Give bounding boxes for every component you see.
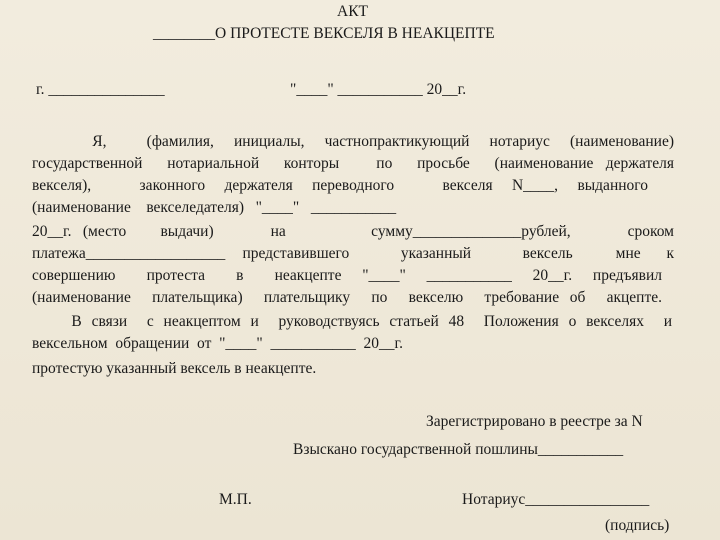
body-line-6: платежа__________________ представившего указанный вексель мне к (32, 245, 674, 262)
body-line-2: государственной нотариальной конторы по просьбе (наименование держателя (32, 155, 674, 172)
body-line-5: 20__г. (место выдачи) на сумму______________рублей, сроком (32, 223, 674, 240)
body-line-7: совершению протеста в неакцепте "____" ___________ 20__г. предъявил (32, 267, 662, 284)
city-line: г. _______________ (36, 81, 165, 98)
notary-line: Нотариус________________ (462, 491, 650, 508)
state-duty-line: Взыскано государственной пошлины___________ (293, 441, 624, 458)
signature-caption: (подпись) (605, 517, 670, 534)
body-line-8: (наименование плательщика) плательщику по векселю требование об акцепте. (32, 289, 662, 306)
seal-place: М.П. (219, 491, 252, 508)
body-line-3: векселя), законного держателя переводного векселя N____, выданного (32, 177, 648, 194)
registered-line: Зарегистрировано в реестре за N (426, 413, 643, 430)
body-line-4: (наименование векселедателя) "____" ___________ (32, 199, 397, 216)
body-line-9: В связи с неакцептом и руководствуясь статьей 48 Положения о векселях и (32, 313, 672, 330)
title-protest: ________О ПРОТЕСТЕ ВЕКСЕЛЯ В НЕАКЦЕПТЕ (153, 25, 495, 42)
title-act: АКТ (337, 3, 368, 20)
body-line-11: протестую указанный вексель в неакцепте. (32, 360, 317, 377)
body-line-10: вексельном обращении от "____" ___________ 20__г. (32, 335, 403, 352)
body-line-1: Я, (фамилия, инициалы, частнопрактикующий нотариус (наименование) (32, 133, 674, 150)
date-line: "____" ___________ 20__г. (290, 81, 467, 98)
